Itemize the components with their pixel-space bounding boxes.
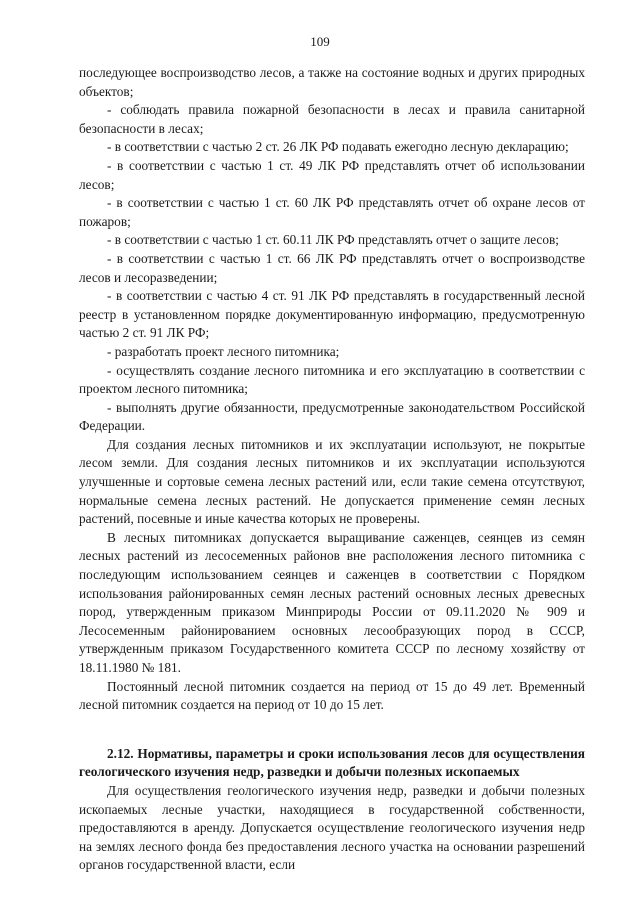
list-item-fire-protection-report: - в соответствии с частью 1 ст. 60 ЛК РФ представлять отчет об охране лесов от пожаров; xyxy=(79,195,585,229)
paragraph-geology: Для осуществления геологического изучения недр, разведки и добычи полезных ископаемых лесные участки, находящиеся в государственной собственности, предоставляются в аренду. Допускается осуществление геологического изучения недр на землях лесного фонда без предоставления лесного участка на основании разрешений органов государственной власти, если xyxy=(79,782,585,873)
paragraph-continuation: последующее воспроизводство лесов, а также на состояние водных и других природных объектов; xyxy=(79,65,585,99)
list-item-forest-declaration: - в соответствии с частью 2 ст. 26 ЛК РФ подавать ежегодно лесную декларацию; xyxy=(107,139,569,155)
paragraph-nursery-lands: Для создания лесных питомников и их эксплуатации используют, не покрытые лесом земли. Для создания лесных питомников и их эксплуатации используются улучшенные и сортовые семена лесных растений или, если такие семена отсутствуют, нормальные семена лесных растений. Не допускается применение семян лесных растений, посевные и иные качества которых не проверены. xyxy=(79,436,585,527)
list-item-other-duties: - выполнять другие обязанности, предусмотренные законодательством Российской Федерации. xyxy=(79,399,585,434)
list-item-nursery-creation: - осуществлять создание лесного питомника и его эксплуатацию в соответствии с проектом лесного питомника; xyxy=(79,362,585,397)
list-item-nursery-project: - разработать проект лесного питомника; xyxy=(107,343,340,359)
list-item-forest-registry: - в соответствии с частью 4 ст. 91 ЛК РФ представлять в государственный лесной реестр в установленном порядке документированную информацию, предусмотренную частью 2 ст. 91 ЛК РФ; xyxy=(79,288,585,341)
section-heading: 2.12. Нормативы, параметры и сроки использования лесов для осуществления геологического изучения недр, разведки и добычи полезных ископаемых xyxy=(79,745,585,780)
list-item-protection-report: - в соответствии с частью 1 ст. 60.11 ЛК РФ представлять отчет о защите лесов; xyxy=(107,232,559,248)
page-content xyxy=(79,64,585,875)
list-item-usage-report: - в соответствии с частью 1 ст. 49 ЛК РФ представлять отчет об использовании лесов; xyxy=(79,157,585,192)
page-number: 109 xyxy=(310,34,330,49)
list-item-fire-safety: - соблюдать правила пожарной безопасности в лесах и правила санитарной безопасности в лесах; xyxy=(79,102,585,136)
paragraph-nursery-periods: Постоянный лесной питомник создается на период от 15 до 49 лет. Временный лесной питомник создается на период от 10 до 15 лет. xyxy=(79,678,585,713)
list-item-reproduction-report: - в соответствии с частью 1 ст. 66 ЛК РФ представлять отчет о воспроизводстве лесов и лесоразведении; xyxy=(79,250,585,285)
paragraph-seedlings: В лесных питомниках допускается выращивание саженцев, сеянцев из семян лесных растений из лесосеменных районов вне расположения лесного питомника с последующим использованием сеянцев и саженцев в соответствии с Порядком использования районированных семян лесных растений основных лесных древесных пород, утвержденным приказом Минприроды России от 09.11.2020 № 909 и Лесосеменным районированием основных лесообразующих пород в СССР, утвержденным приказом Государственного комитета СССР по лесному хозяйству от 18.11.1980 № 181. xyxy=(79,529,585,675)
